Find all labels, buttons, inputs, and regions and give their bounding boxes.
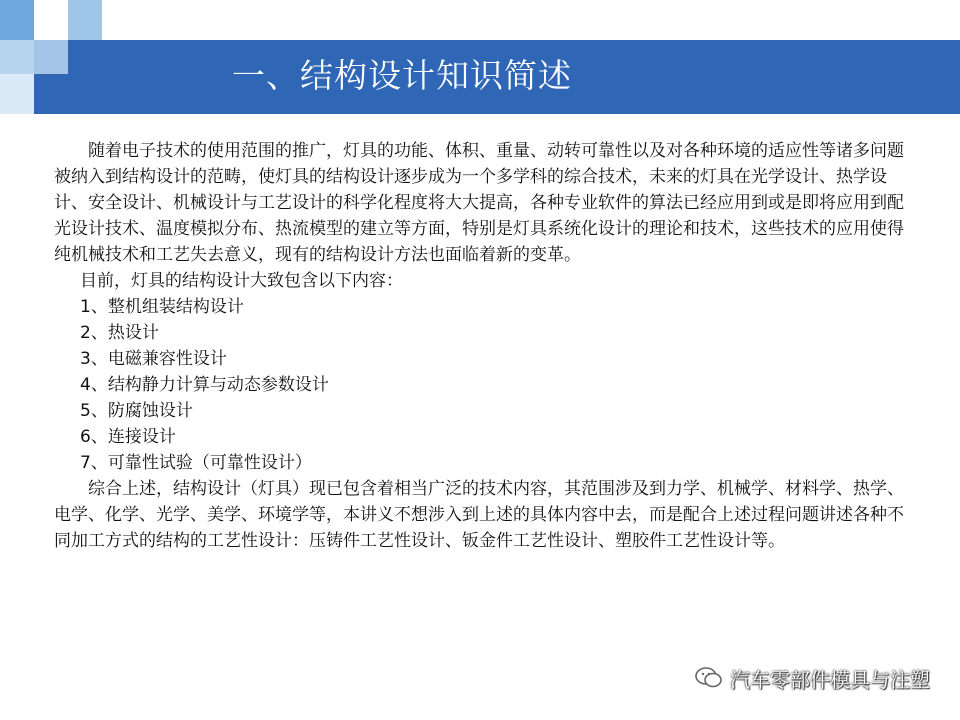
decor-square [34,74,68,114]
decor-square [0,40,34,74]
paragraph: 随着电子技术的使用范围的推广，灯具的功能、体积、重量、动转可靠性以及对各种环境的适应性等诸多问题被纳入到结构设计的范畴，使灯具的结构设计逐步成为一个多学科的综合技术，未来的灯具在光学设计、热学设计、安全设计、机械设计与工艺设计的科学化程度将大大提高，各种专业软件的算法已经应用到或是即将应用到配光设计技术、温度模拟分布、热流模型的建立等方面，特别是灯具系统化设计的理论和技术，这些技术的应用使得纯机械技术和工艺失去意义，现有的结构设计方法也面临着新的变革。 [54,141,904,265]
decor-square [0,0,34,40]
list-item: 4、结构静力计算与动态参数设计 [80,375,329,395]
list-item: 1、整机组装结构设计 [80,297,244,317]
decor-square [0,74,34,114]
slide-title: 一、结构设计知识简述 [232,56,572,95]
list-intro: 目前，灯具的结构设计大致包含以下内容： [80,271,403,291]
list-item: 5、防腐蚀设计 [80,401,193,421]
list-item: 7、可靠性试验（可靠性设计） [80,453,312,473]
list-item: 2、热设计 [80,323,159,343]
paragraph: 综合上述，结构设计（灯具）现已包含着相当广泛的技术内容，其范围涉及到力学、机械学、材料学、热学、电学、化学、光学、美学、环境学等，本讲义不想涉入到上述的具体内容中去，而是配合上述过程问题讲述各种不同加工方式的结构的工艺性设计：压铸件工艺性设计、钣金件工艺性设计、塑胶件工艺性设计等。 [54,479,904,551]
wechat-icon [694,665,724,691]
slide-body [54,138,916,554]
watermark [694,662,930,694]
decor-square [34,40,68,74]
decor-square [68,0,102,40]
list-item: 6、连接设计 [80,427,176,447]
watermark-text: 汽车零部件模具与注塑 [730,667,930,692]
list-item: 3、电磁兼容性设计 [80,349,227,369]
